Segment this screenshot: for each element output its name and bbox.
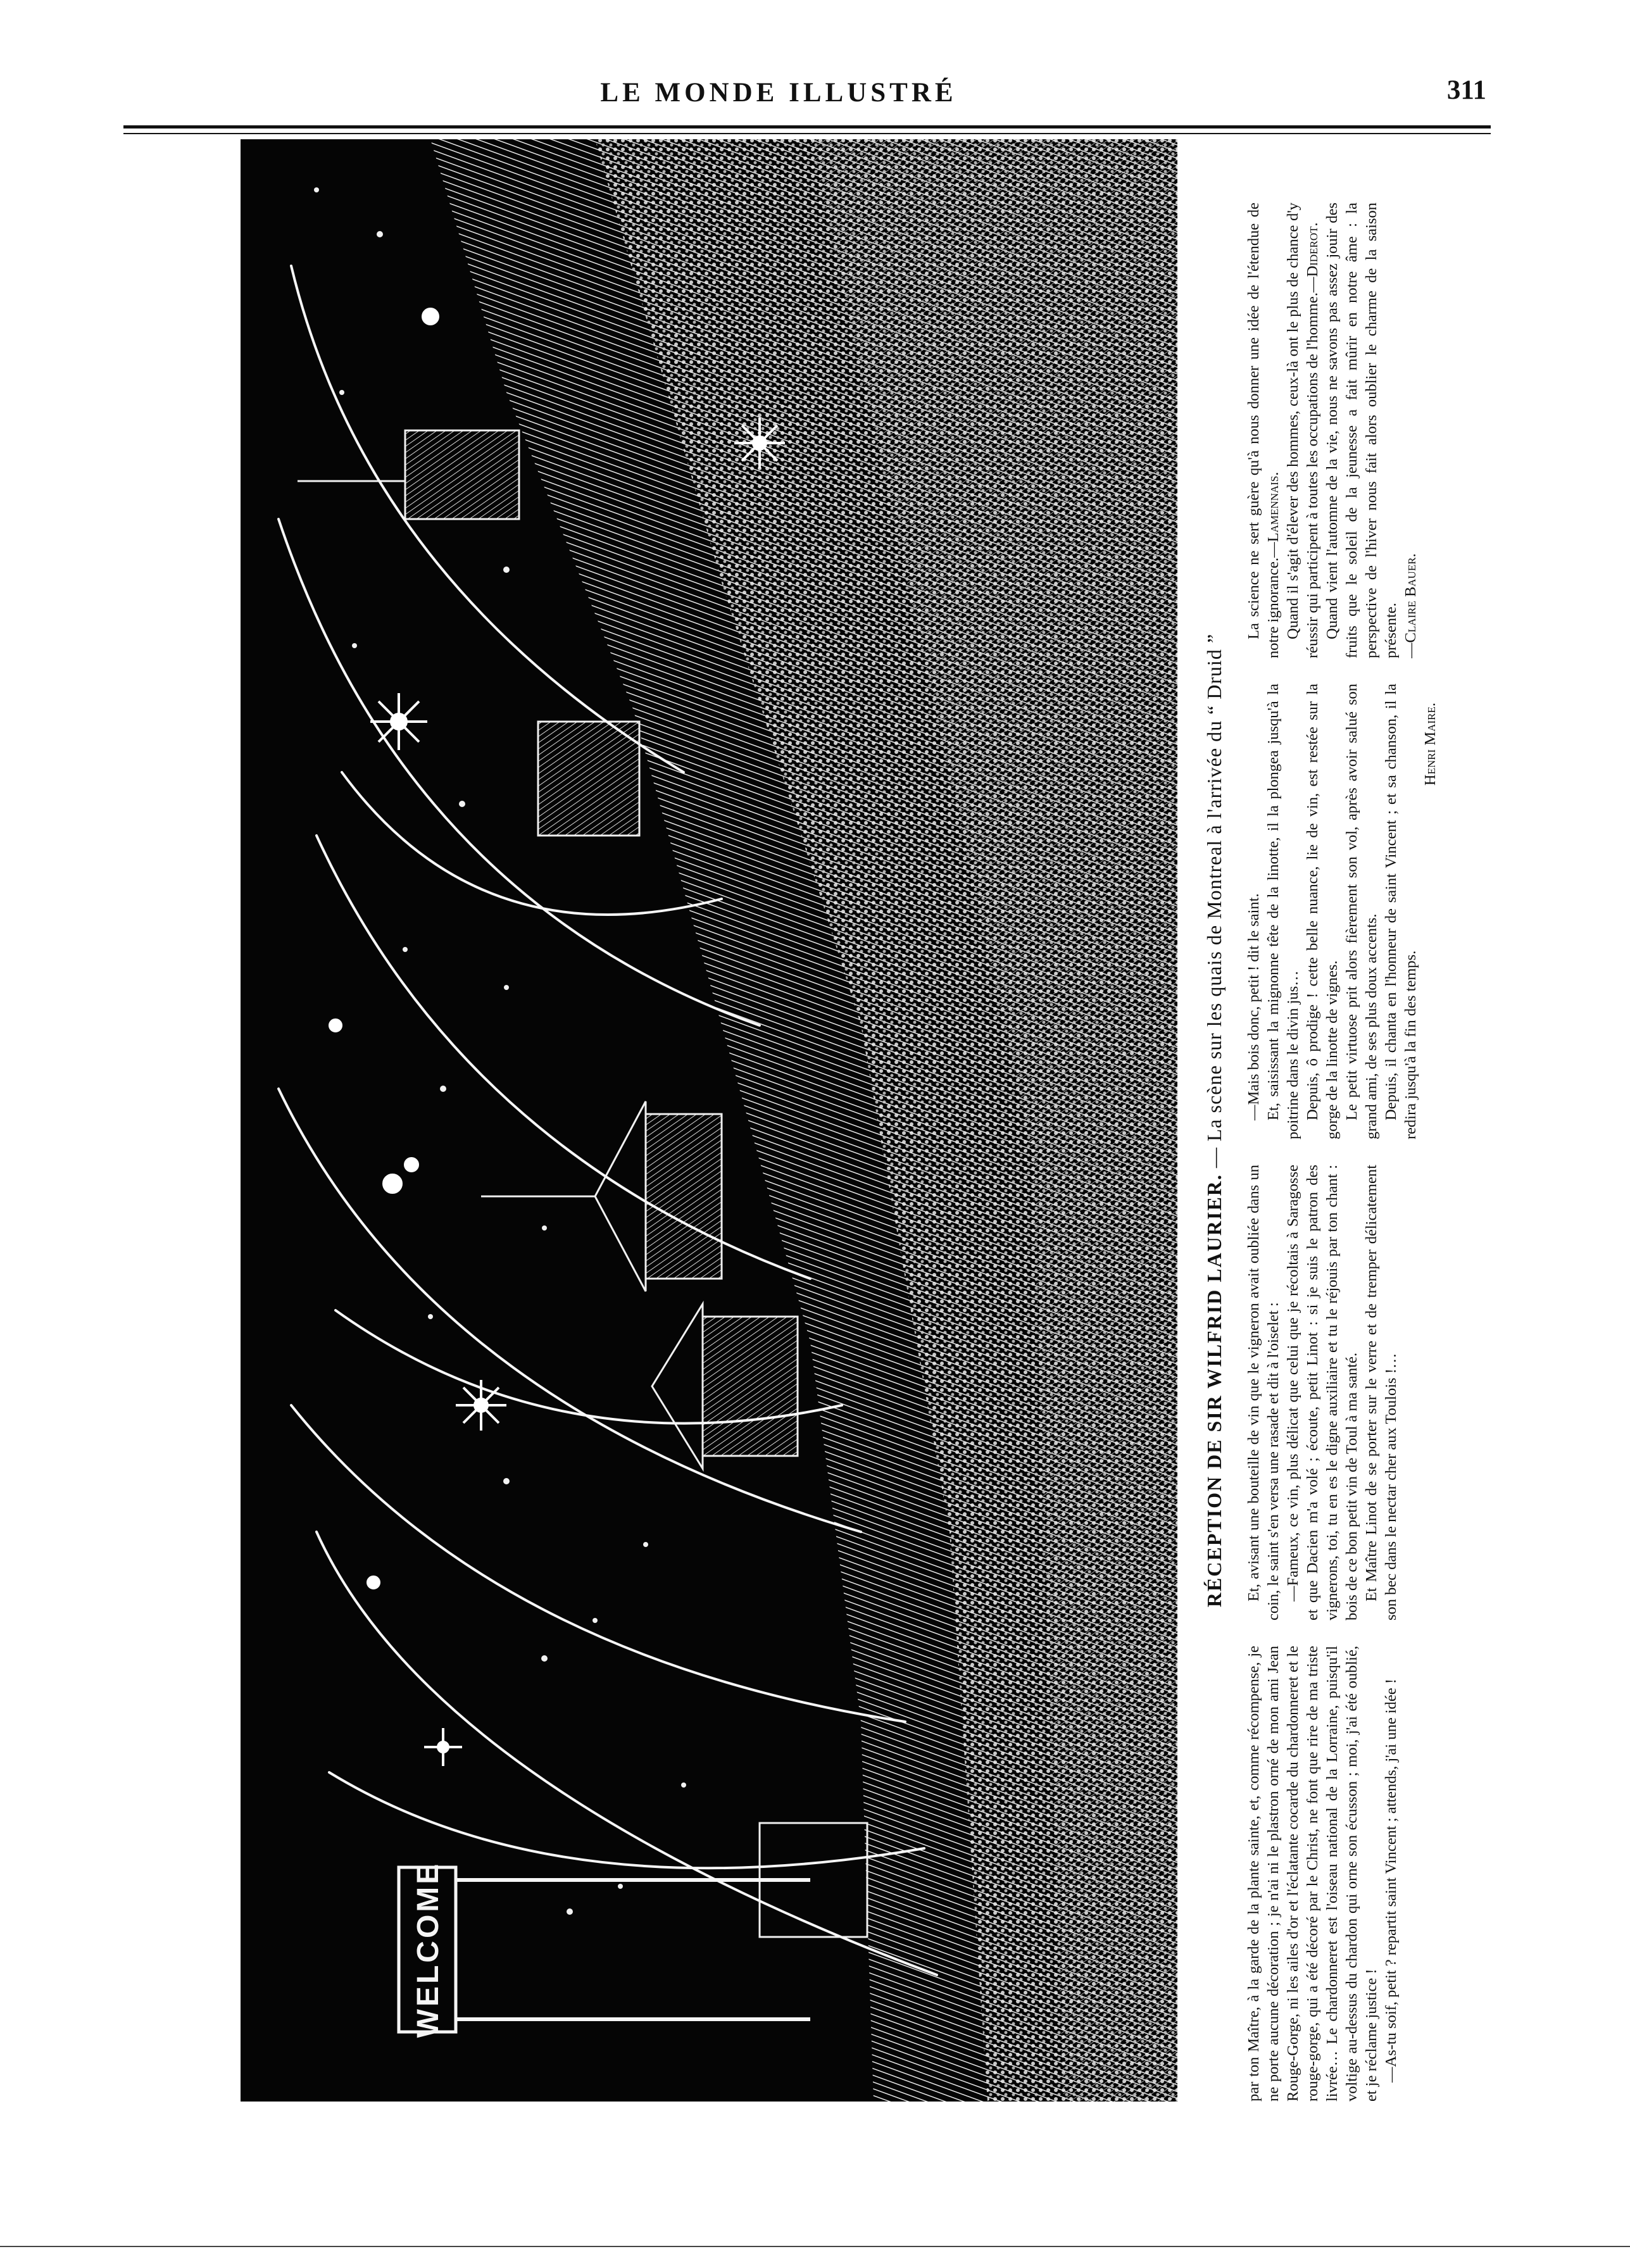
rotated-content bbox=[241, 139, 1481, 2102]
text-column-3 bbox=[1244, 684, 1478, 1139]
paragraph: Et, avisant une bouteille de vin que le vigneron avait oubliée dans un coin, le saint s'en versa une rasade et dit à l'oiselet : bbox=[1245, 1165, 1282, 1620]
quotation-attribution: —Claire Bauer. bbox=[1402, 553, 1419, 658]
quotation-attribution-line bbox=[1401, 203, 1420, 658]
quotation bbox=[1283, 203, 1322, 658]
caption-rest: — La scène sur les quais de Montreal à l'arrivée du “ Druid ” bbox=[1203, 633, 1226, 1174]
paragraph: —As-tu soif, petit ? repartit saint Vincent ; attends, j'ai une idée ! bbox=[1382, 1679, 1400, 2083]
paragraph: —Mais bois donc, petit ! dit le saint. bbox=[1245, 893, 1262, 1120]
quotation-text: Quand vient l'automne de la vie, nous ne savons pas assez jouir des fruits que le soleil de la jeunesse a fait mûrir en notre âme : la perspective de l'hiver nous fait alors oublier le charme de la saison présente. bbox=[1324, 203, 1400, 658]
text-column-2 bbox=[1244, 1165, 1478, 1620]
paragraph: Le petit virtuose prit alors fièrement son vol, après avoir salué son grand ami, de ses plus doux accents. bbox=[1343, 684, 1380, 1139]
header-rule-thin bbox=[123, 133, 1491, 134]
engraving-drawing bbox=[241, 139, 1177, 2102]
paragraph: Et, saisissant la mignonne tête de la linotte, il la plongea jusqu'à la poitrine dans le divin jus… bbox=[1265, 684, 1301, 1139]
bottom-scan-edge bbox=[0, 2246, 1630, 2247]
illustration-caption bbox=[1203, 139, 1226, 2102]
page-number: 311 bbox=[1446, 75, 1486, 105]
welcome-banner-text: WELCOME bbox=[411, 1861, 445, 2038]
running-header-title: LE MONDE ILLUSTRÉ bbox=[600, 78, 957, 108]
text-column-1 bbox=[1244, 1646, 1478, 2102]
engraving-illustration bbox=[241, 139, 1177, 2102]
author-signature: Henri Maire. bbox=[1422, 703, 1439, 786]
paragraph: Et Maître Linot de se porter sur le verre et de tremper délicatement son bec dans le nectar cher aux Toulois !… bbox=[1363, 1165, 1400, 1620]
paragraph: —Fameux, ce vin, plus délicat que celui que je récoltais à Saragosse et que Dacien m'a volé ; écoute, petit Linot : si je suis le patron des vignerons, toi, tu en es le digne auxiliaire et tu le réjouis par ton chant : bois de ce bon petit vin de Toul à ma santé. bbox=[1284, 1165, 1360, 1620]
quotation bbox=[1322, 203, 1401, 658]
quotation-attribution: —Diderot. bbox=[1304, 222, 1321, 293]
paragraph: Depuis, ô prodige ! cette belle nuance, lie de vin, est restée sur la gorge de la linotte de vignes. bbox=[1304, 684, 1341, 1139]
quotation-text: Quand il s'agit d'élever des hommes, ceux-là ont le plus de chance d'y réussir qui participent à toutes les occupations de l'homme. bbox=[1284, 203, 1321, 658]
paragraph: Depuis, il chanta en l'honneur de saint Vincent ; et sa chanson, il la redira jusqu'à la fin des temps. bbox=[1382, 684, 1419, 1139]
quotation-attribution: —Lamennais. bbox=[1265, 472, 1282, 558]
text-column-4 bbox=[1244, 203, 1478, 658]
quotation bbox=[1244, 203, 1283, 658]
quotation-text: La science ne sert guère qu'à nous donner une idée de l'étendue de notre ignorance. bbox=[1245, 203, 1282, 658]
header-rule-thick bbox=[123, 125, 1491, 128]
paragraph: par ton Maître, à la garde de la plante sainte, et, comme récompense, je ne porte aucune décoration ; je n'ai ni le plastron orné de mon ami Jean Rouge-Gorge, ni les ailes d'or et l'éclatante cocarde du chardonneret et le rouge-gorge, qui a été décoré par le Christ, ne font que rire de ma triste livrée… Le chardonneret est l'oiseau national de la Lorraine, puisqu'il voltige au-dessus du chardon qui orne son écusson ; moi, j'ai été oublié, et je réclame justice ! bbox=[1245, 1646, 1380, 2102]
caption-lead: RÉCEPTION DE SIR WILFRID LAURIER. bbox=[1203, 1174, 1226, 1608]
